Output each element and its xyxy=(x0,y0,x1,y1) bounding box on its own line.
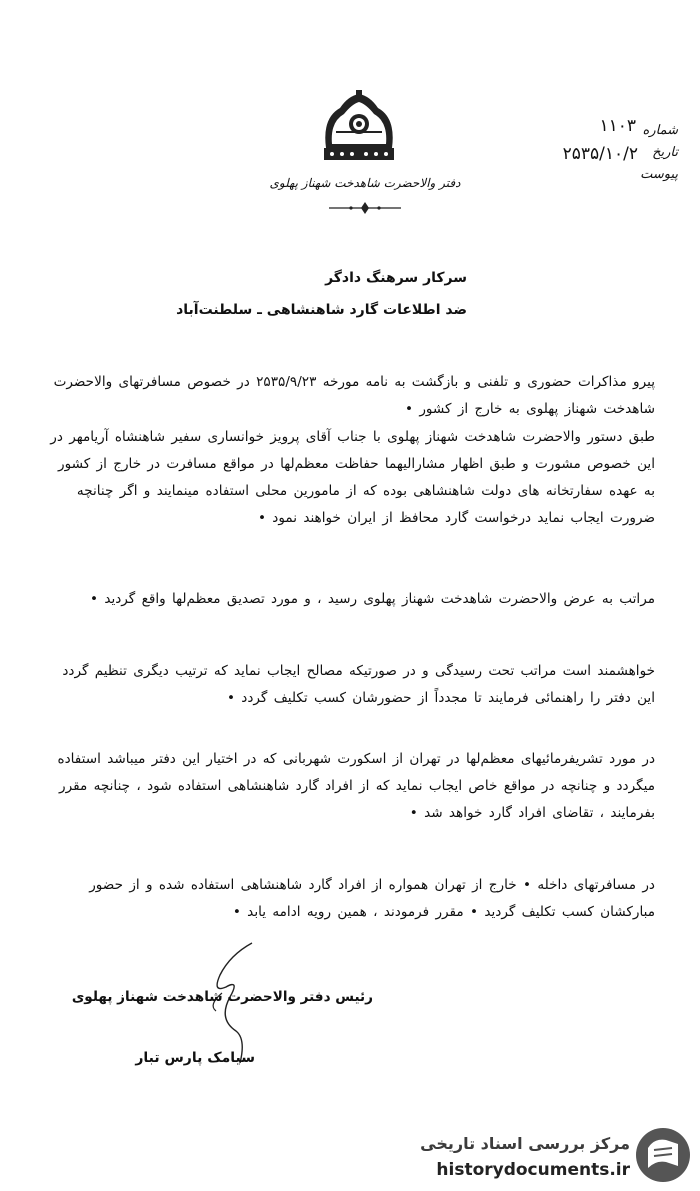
body-paragraph-6: در مسافرتهای داخله • خارج از تهران همواره از افراد گارد شاهنشاهی استفاده شده و از حضور مبارکشان کسب تکلیف گردید • مقرر فرمودند ، همین رویه ادامه یابد • xyxy=(89,877,655,920)
royal-crown-emblem-icon xyxy=(318,88,400,166)
attachment-label: پیوست xyxy=(640,167,678,182)
body-paragraph-1: پیرو مذاکرات حضوری و تلفنی و بازگشت به نامه مورخه ۲۵۳۵/۹/۲۳ در خصوص مسافرتهای والاحضرت شاهدخت شهناز پهلوی به خارج از کشور • xyxy=(53,374,655,417)
addressee-line-1: سرکار سرهنگ دادگر xyxy=(325,270,467,286)
ornament-divider-icon xyxy=(325,198,405,218)
office-name: دفتر والاحضرت شاهدخت شهناز پهلوی xyxy=(269,176,461,190)
letter-date: ۲۵۳۵/۱۰/۲ xyxy=(562,144,638,164)
body-paragraph-2: طبق دستور والاحضرت شاهدخت شهناز پهلوی با جناب آقای پرویز خوانساری سفیر شاهنشاه آریامهر در این خصوص مشورت و طبق اظهار مشارالیهما حفاظت معظم‌لها در مواقع مسافرت در خارج از کشور به عهده سفارتخانه های دولت شاهنشاهی بوده که از مامورین محلی استفاده مینمایند و اگر چنانچه ضرورت ایجاب نماید درخواست گارد محافظ از ایران خواهند نمود • xyxy=(50,429,655,526)
watermark-title: مرکز بررسی اسناد تاریخی xyxy=(420,1134,630,1153)
archive-logo-icon xyxy=(634,1126,692,1184)
addressee-line-2: ضد اطلاعات گارد شاهنشاهی ـ سلطنت‌آباد xyxy=(176,302,467,318)
body-paragraph-5: در مورد تشریفرمائیهای معظم‌لها در تهران از اسکورت شهربانی که در اختیار این دفتر میباشد استفاده میگردد و چنانچه در مواقع خاص ایجاب نماید که از افراد گارد شاهنشاهی استفاده شود ، چنانچه مقرر بفرمایند ، تقاضای افراد گارد خواهد شد • xyxy=(57,751,655,821)
body-paragraph-3: مراتب به عرض والاحضرت شاهدخت شهناز پهلوی رسید ، و مورد تصدیق معظم‌لها واقع گردید • xyxy=(90,591,655,607)
signatory-name: سیامک پارس تبار xyxy=(135,1050,255,1066)
signatory-title: رئیس دفتر والاحضرت شاهدخت شهناز پهلوی xyxy=(71,989,373,1005)
watermark-url: historydocuments.ir xyxy=(436,1160,630,1180)
body-paragraph-4: خواهشمند است مراتب تحت رسیدگی و در صورتیکه مصالح ایجاب نماید که ترتیب دیگری تنظیم گردد این دفتر را راهنمائی فرمایند تا مجدداً از حضورشان کسب تکلیف گردد • xyxy=(62,663,655,706)
watermark xyxy=(400,1122,700,1191)
letter-number: ۱۱۰۳ xyxy=(599,116,636,136)
date-label: تاریخ xyxy=(652,145,678,160)
number-label: شماره xyxy=(642,123,678,138)
